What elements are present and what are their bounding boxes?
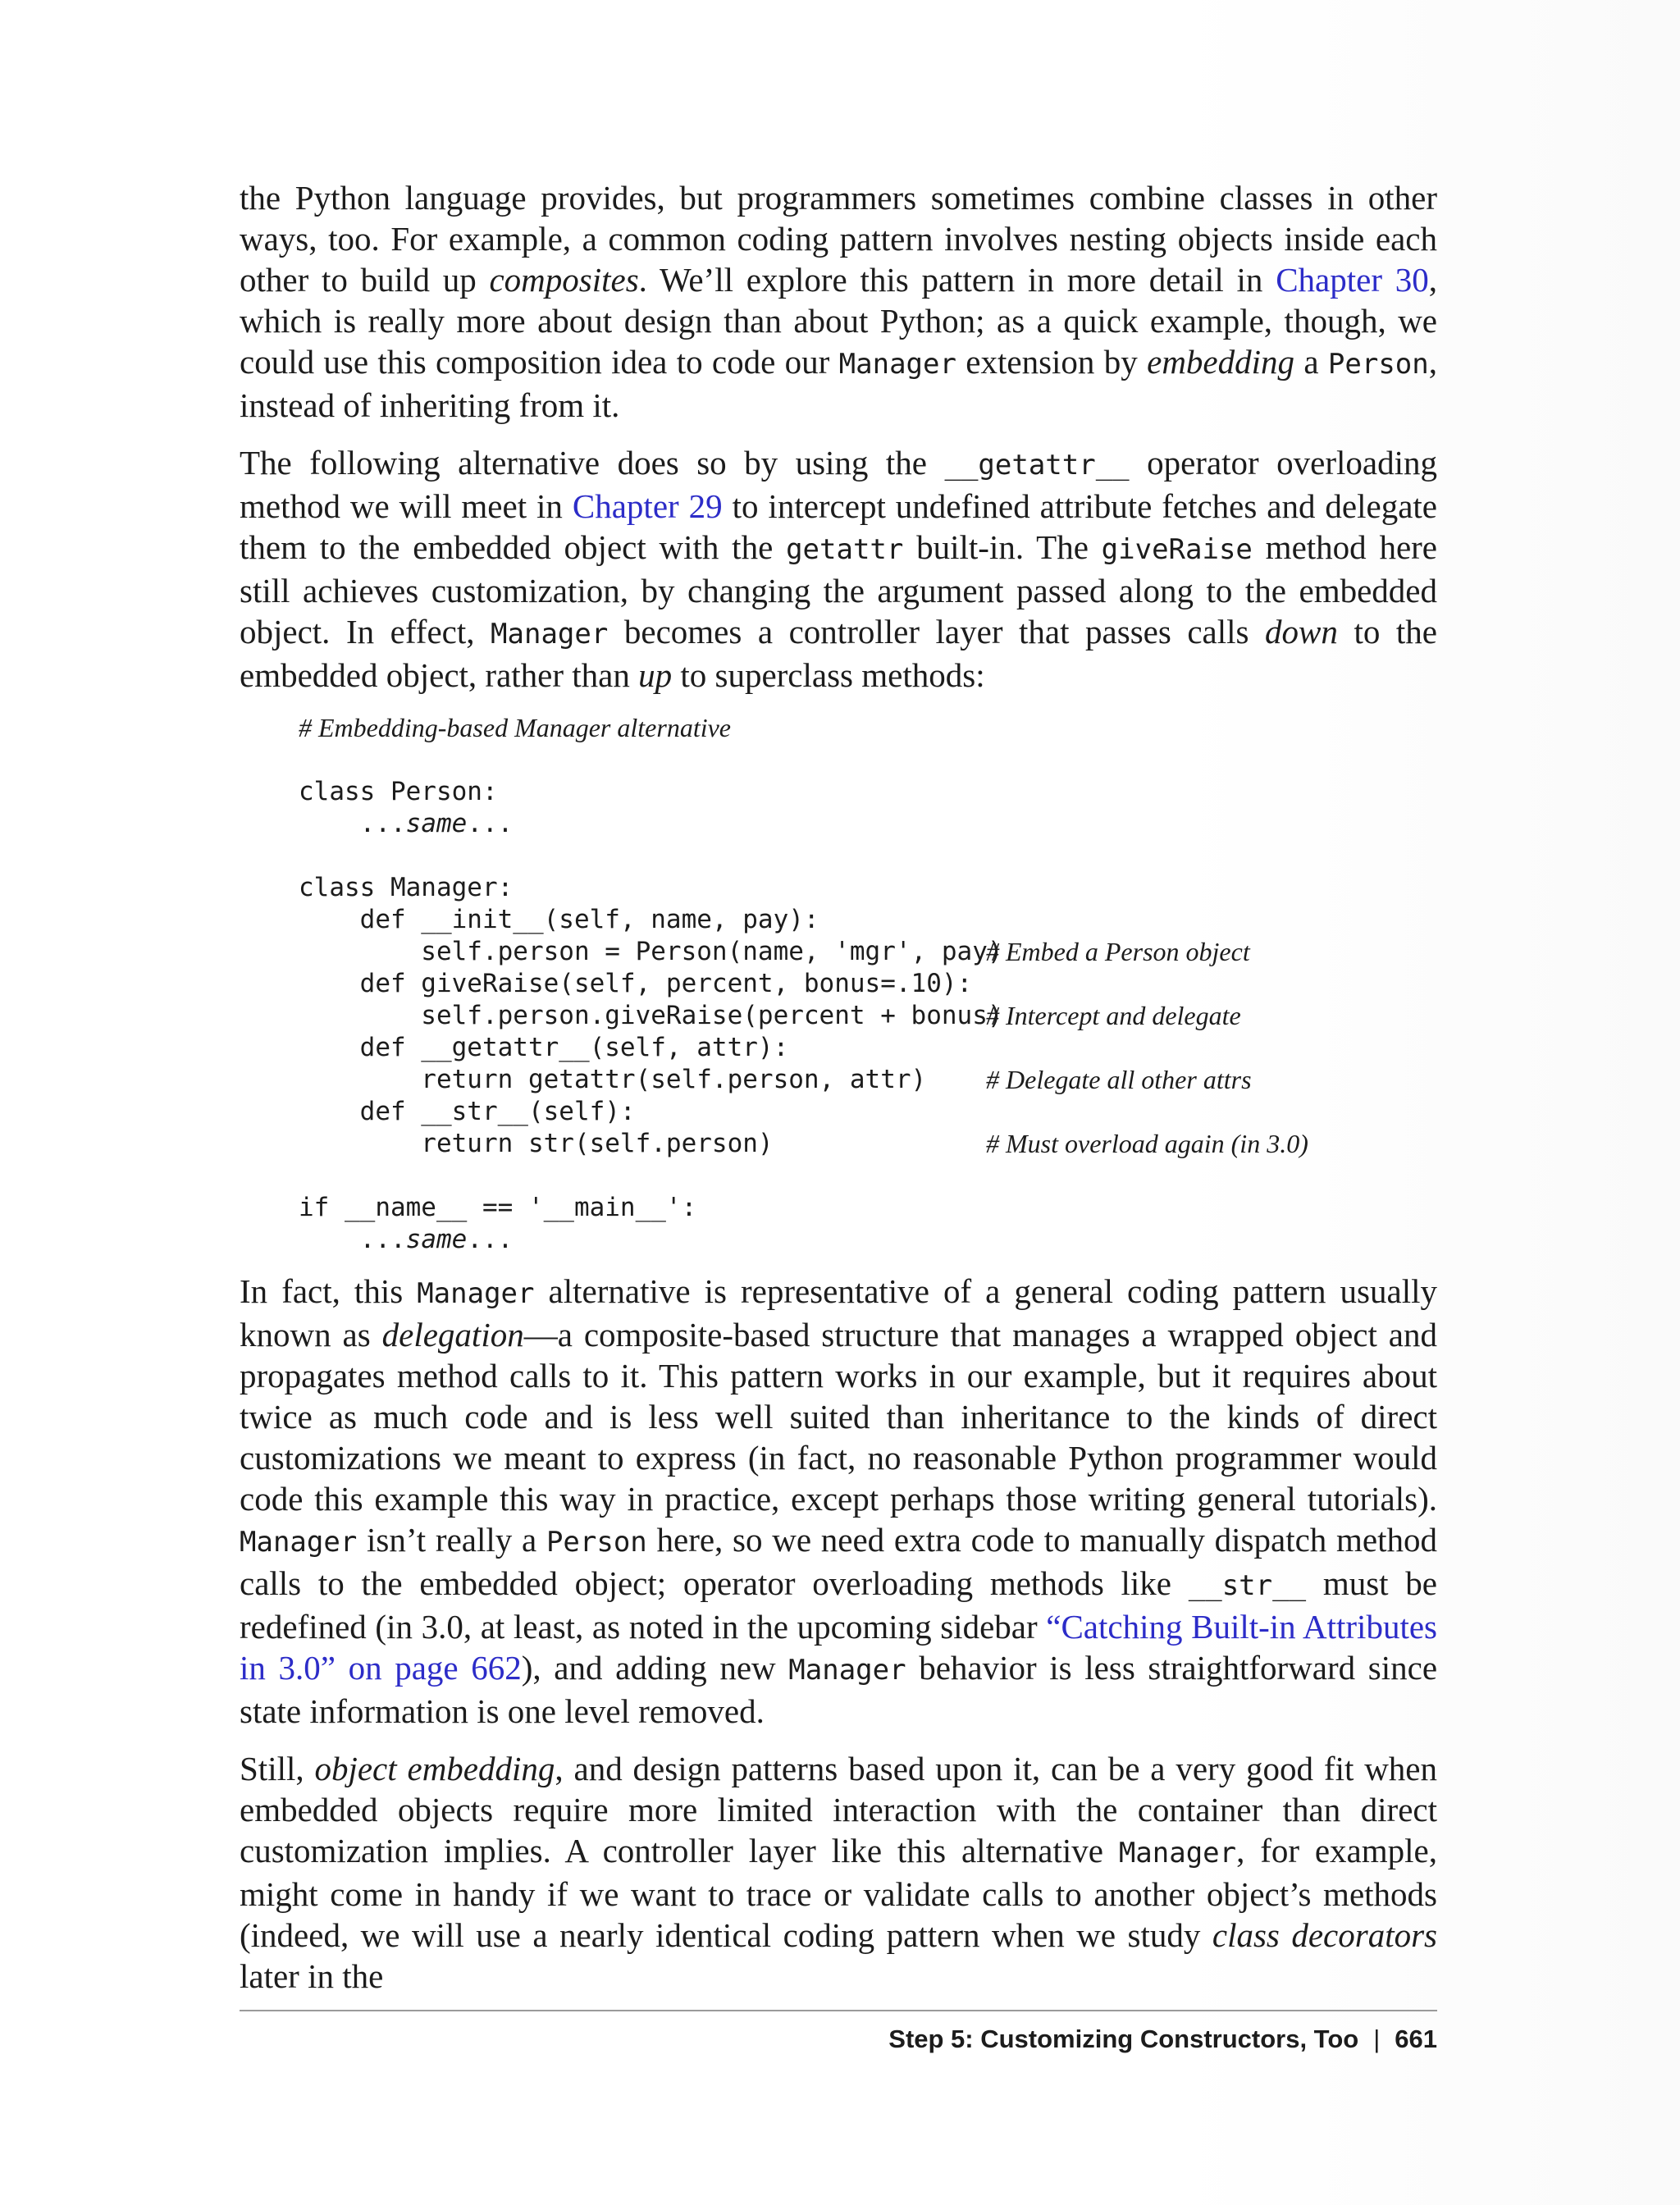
code-text: return str(self.person)	[299, 1129, 774, 1158]
inline-code-person: Person	[546, 1526, 647, 1559]
text-run: extension by	[956, 343, 1148, 381]
link-chapter-29[interactable]: Chapter 29	[572, 487, 723, 525]
text-run: becomes a controller layer that passes calls	[608, 613, 1266, 651]
code-blank-line	[299, 840, 1437, 872]
code-text: ...	[467, 1225, 514, 1254]
emphasis-composites: composites	[489, 261, 639, 299]
inline-code-giveraise: giveRaise	[1101, 533, 1253, 566]
text-run: ), and adding new	[521, 1649, 789, 1687]
inline-code-manager: Manager	[788, 1654, 906, 1687]
text-run: here, so we need extra code to manually dispatch method calls to the embedded object; operator overloading methods like	[240, 1521, 1437, 1602]
code-blank-line	[299, 744, 1437, 776]
text-run: In fact, this	[240, 1272, 418, 1310]
code-text: self.person = Person(name, 'mgr', pay)	[299, 937, 1003, 966]
page-number: 661	[1395, 2025, 1437, 2053]
emphasis-object-embedding: object embedding	[314, 1750, 555, 1787]
text-run: behavior is less straightforward since state information is one level removed.	[240, 1649, 1438, 1730]
code-comment: # Must overload again (in 3.0)	[986, 1129, 1308, 1158]
text-run: the Python language provides, but programmers sometimes combine classes in other ways, too. For example, a common coding pattern involves nesting objects inside each other to build up	[240, 179, 1437, 299]
inline-code-manager: Manager	[417, 1277, 535, 1310]
code-comment-header: # Embedding-based Manager alternative	[299, 713, 731, 742]
text-run: Still,	[240, 1750, 315, 1787]
code-text: ...	[299, 1225, 406, 1254]
code-line	[299, 808, 1437, 840]
emphasis-class-decorators: class decorators	[1212, 1916, 1438, 1954]
code-line: def giveRaise(self, percent, bonus=.10):	[299, 969, 973, 998]
inline-code-manager: Manager	[491, 618, 609, 651]
footer-section-title: Step 5: Customizing Constructors, Too	[888, 2025, 1359, 2053]
code-line: class Person:	[299, 777, 498, 806]
text-run: later in the	[240, 1957, 384, 1995]
code-line	[299, 1000, 1437, 1032]
inline-code-manager: Manager	[838, 348, 956, 381]
text-run: method here still achieves customization, by changing the argument passed along to the embedded object. In effect,	[240, 528, 1437, 651]
paragraph-3	[240, 1271, 1437, 1732]
code-text: return getattr(self.person, attr)	[299, 1065, 927, 1094]
footer-separator: |	[1373, 2025, 1381, 2053]
text-run: built-in. The	[903, 528, 1102, 566]
page-body	[240, 177, 1437, 2013]
inline-code-manager: Manager	[1118, 1837, 1237, 1869]
text-run: isn’t really a	[357, 1521, 546, 1559]
inline-code-getattr: getattr	[786, 533, 904, 566]
text-run: , for example, might come in handy if we want to trace or validate calls to another object’s methods (indeed, we will use a nearly identical coding pattern when we study	[240, 1832, 1437, 1954]
text-run: must be redefined (in 3.0, at least, as noted in the upcoming sidebar	[240, 1564, 1437, 1646]
text-run: operator overloading method we will meet in	[240, 444, 1437, 525]
inline-code-getattr-method: __getattr__	[944, 449, 1130, 482]
code-line	[299, 1128, 1437, 1160]
code-placeholder-same: same	[405, 809, 468, 838]
code-block	[299, 712, 1437, 1256]
text-run: , instead of inheriting from it.	[240, 343, 1437, 424]
text-run: , and design patterns based upon it, can be a very good fit when embedded objects require more limited interaction with the container than direct customization implies. A controller layer like this alternative	[240, 1750, 1438, 1869]
emphasis-down: down	[1265, 613, 1338, 651]
code-line	[299, 936, 1437, 968]
inline-code-person: Person	[1327, 348, 1429, 381]
text-run: to superclass methods:	[672, 656, 985, 694]
code-line	[299, 1064, 1437, 1096]
text-run: , which is really more about design than about Python; as a quick example, though, we could use this composition idea to code our	[240, 261, 1437, 381]
page-footer	[888, 2025, 1437, 2054]
text-run: —a composite-based structure that manages a wrapped object and propagates method calls to it. This pattern works in our example, but it requires about twice as much code and is less well suited than inheritance to the kinds of direct customizations we meant to express (in fact, no reasonable Python programmer would code this example this way in practice, except perhaps those writing general tutorials).	[240, 1316, 1437, 1518]
text-run: to intercept undefined attribute fetches and delegate them to the embedded object with the	[240, 487, 1438, 566]
inline-code-manager: Manager	[240, 1526, 358, 1559]
text-run: to the embedded object, rather than	[240, 613, 1437, 694]
code-line: def __str__(self):	[299, 1097, 636, 1126]
text-run: . We’ll explore this pattern in more detail in	[638, 261, 1276, 299]
emphasis-up: up	[638, 656, 673, 694]
emphasis-delegation: delegation	[381, 1316, 524, 1354]
footer-divider	[240, 2010, 1437, 2011]
text-run: The following alternative does so by using the	[240, 444, 945, 482]
code-comment: # Intercept and delegate	[986, 1001, 1241, 1030]
emphasis-embedding: embedding	[1147, 343, 1295, 381]
code-text: ...	[299, 809, 406, 838]
code-line	[299, 1224, 1437, 1256]
code-blank-line	[299, 1160, 1437, 1192]
code-line: if __name__ == '__main__':	[299, 1193, 697, 1222]
code-line: class Manager:	[299, 873, 514, 902]
text-run: alternative is representative of a general coding pattern usually known as	[240, 1272, 1437, 1354]
paragraph-4	[240, 1748, 1437, 1997]
code-line: def __getattr__(self, attr):	[299, 1033, 789, 1062]
link-chapter-30[interactable]: Chapter 30	[1276, 261, 1429, 299]
code-placeholder-same: same	[405, 1225, 468, 1254]
text-run: a	[1294, 343, 1328, 381]
paragraph-2	[240, 442, 1437, 696]
code-comment: # Delegate all other attrs	[986, 1065, 1252, 1094]
link-catching-builtin-attributes[interactable]: “Catching Built-in Attributes in 3.0” on page 662	[240, 1608, 1437, 1687]
code-text: self.person.giveRaise(percent + bonus)	[299, 1001, 1003, 1030]
code-comment: # Embed a Person object	[986, 937, 1250, 966]
inline-code-str-method: __str__	[1188, 1569, 1307, 1602]
code-line: def __init__(self, name, pay):	[299, 905, 819, 934]
paragraph-1	[240, 177, 1437, 426]
code-text: ...	[467, 809, 514, 838]
